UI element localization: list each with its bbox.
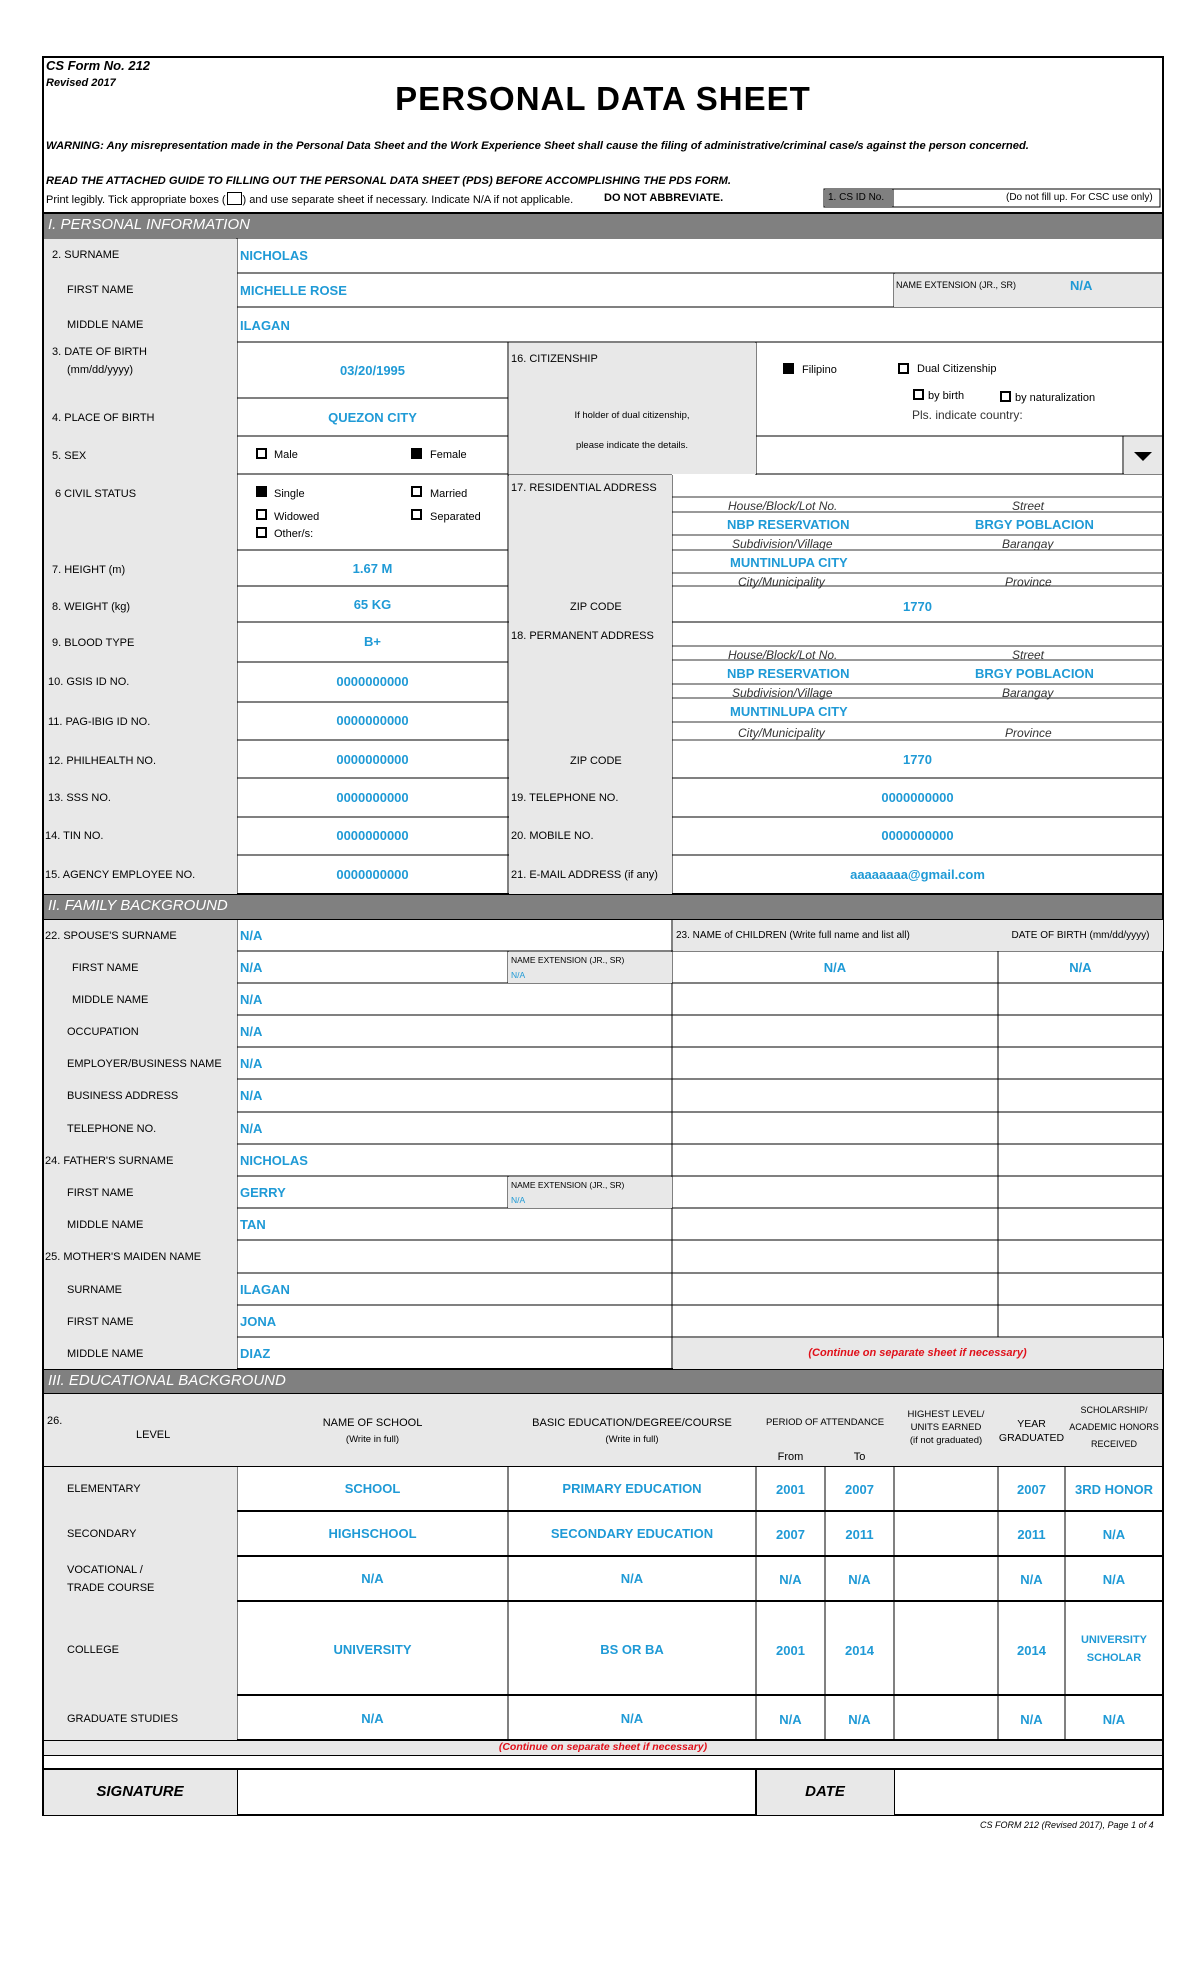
section-family-header: II. FAMILY BACKGROUND [44, 895, 1162, 919]
edu-level-line2: TRADE COURSE [67, 1582, 155, 1594]
name-ext-cell [894, 274, 1162, 307]
res-barangay-label: Barangay [1002, 537, 1054, 551]
edu-level: GRADUATE STUDIES [67, 1713, 179, 1725]
surname-value[interactable]: NICHOLAS [240, 248, 308, 263]
perm-street-label: Street [1012, 648, 1045, 662]
citizenship-filipino-checkbox[interactable] [783, 363, 794, 374]
father-first-name-label: FIRST NAME [67, 1187, 134, 1199]
citizenship-dual-label: Dual Citizenship [917, 363, 997, 375]
civil-single-checkbox[interactable] [256, 486, 267, 497]
perm-city-value[interactable]: MUNTINLUPA CITY [730, 704, 848, 719]
employer-value[interactable]: N/A [240, 1056, 263, 1071]
edu-year-header-1: YEAR [1017, 1418, 1046, 1430]
father-ext-value[interactable]: N/A [511, 1195, 526, 1205]
res-zip-label: ZIP CODE [570, 601, 622, 613]
mother-middle-name-value[interactable]: DIAZ [240, 1346, 271, 1361]
edu-honors-value[interactable]: 3RD HONOR [1074, 1482, 1153, 1497]
edu-year-value[interactable]: N/A [1020, 1712, 1043, 1727]
email-value[interactable]: aaaaaaaa@gmail.com [850, 867, 985, 882]
edu-from-value[interactable]: 2001 [776, 1643, 805, 1658]
edu-school-value[interactable]: SCHOOL [344, 1481, 401, 1496]
edu-honors-value[interactable]: UNIVERSITY [1080, 1634, 1147, 1646]
mother-first-name-label: FIRST NAME [67, 1316, 134, 1328]
date-field[interactable] [895, 1770, 1162, 1815]
mother-maiden-name-label: 25. MOTHER'S MAIDEN NAME [45, 1251, 202, 1263]
residential-address-label: 17. RESIDENTIAL ADDRESS [511, 482, 657, 494]
res-zip-value[interactable]: 1770 [903, 599, 932, 614]
edu-from-value[interactable]: 2001 [776, 1482, 805, 1497]
dual-note-1: If holder of dual citizenship, [574, 410, 690, 421]
philhealth-value[interactable]: 0000000000 [336, 752, 409, 767]
edu-course-value[interactable]: N/A [620, 1711, 644, 1726]
edu-honors-value[interactable]: N/A [1102, 1527, 1126, 1542]
edu-course-value[interactable]: BS OR BA [600, 1642, 664, 1657]
edu-highest-header-2: UNITS EARNED [910, 1422, 982, 1433]
blood-type-value[interactable]: B+ [364, 634, 381, 649]
edu-honors-value[interactable]: N/A [1102, 1712, 1126, 1727]
dob-label: 3. DATE OF BIRTH [52, 346, 147, 358]
occupation-label: OCCUPATION [67, 1026, 139, 1038]
edu-level-header: LEVEL [136, 1429, 171, 1441]
edu-to-value[interactable]: 2007 [845, 1482, 874, 1497]
mother-middle-name-label: MIDDLE NAME [67, 1348, 144, 1360]
sex-female-label: Female [430, 449, 467, 461]
family-label-column [44, 920, 237, 1369]
res-subdivision-value[interactable]: NBP RESERVATION [727, 517, 850, 532]
res-barangay-value[interactable]: BRGY POBLACION [975, 517, 1094, 532]
do-not-abbreviate: DO NOT ABBREVIATE. [604, 192, 724, 204]
father-surname-label: 24. FATHER'S SURNAME [45, 1155, 174, 1167]
civil-widowed-label: Widowed [274, 511, 320, 523]
weight-label: 8. WEIGHT (kg) [52, 601, 131, 613]
height-value[interactable]: 1.67 M [352, 561, 393, 576]
sex-male-label: Male [274, 449, 298, 461]
pob-label: 4. PLACE OF BIRTH [52, 412, 155, 424]
sex-male-checkbox[interactable] [256, 448, 267, 459]
mother-surname-label: SURNAME [67, 1284, 123, 1296]
civil-married-label: Married [430, 488, 468, 500]
res-city-value[interactable]: MUNTINLUPA CITY [730, 555, 848, 570]
edu-honors-value-line2[interactable]: SCHOLAR [1086, 1652, 1142, 1664]
edu-year-value[interactable]: 2007 [1017, 1482, 1046, 1497]
perm-subdivision-label: Subdivision/Village [732, 686, 833, 700]
edu-to-value[interactable]: 2014 [845, 1643, 874, 1658]
perm-zip-value[interactable]: 1770 [903, 752, 932, 767]
pob-value[interactable]: QUEZON CITY [328, 410, 417, 425]
edu-course-subheader: (Write in full) [605, 1434, 659, 1445]
pagibig-value[interactable]: 0000000000 [336, 713, 409, 728]
country-dropdown-button[interactable] [1124, 437, 1162, 474]
edu-highest-header-1: HIGHEST LEVEL/ [907, 1409, 985, 1420]
edu-honors-header-1: SCHOLARSHIP/ [1080, 1405, 1148, 1415]
mother-surname-value[interactable]: ILAGAN [240, 1282, 290, 1297]
family-continue-note: (Continue on separate sheet if necessary) [808, 1347, 1027, 1359]
spouse-surname-value[interactable]: N/A [240, 928, 263, 943]
edu-school-value[interactable]: HIGHSCHOOL [328, 1526, 417, 1541]
edu-to-header: To [853, 1451, 866, 1463]
page-title: PERSONAL DATA SHEET [395, 80, 811, 117]
spouse-telephone-label: TELEPHONE NO. [67, 1123, 157, 1135]
civil-widowed-checkbox[interactable] [256, 509, 267, 520]
read-guide-text: READ THE ATTACHED GUIDE TO FILLING OUT THE PERSONAL DATA SHEET (PDS) BEFORE ACCOMPLISHING THE PDS FORM. [46, 175, 731, 187]
spouse-telephone-value[interactable]: N/A [240, 1121, 263, 1136]
middle-name-value[interactable]: ILAGAN [240, 318, 290, 333]
edu-honors-header-2: ACADEMIC HONORS [1069, 1422, 1159, 1432]
signature-field[interactable] [238, 1770, 756, 1815]
print-legibly-text: Print legibly. Tick appropriate boxes ( ) and use separate sheet if necessary. Indicate N/A if not applicable. [46, 194, 574, 206]
edu-level: SECONDARY [67, 1528, 137, 1540]
perm-city-label: City/Municipality [738, 726, 825, 740]
edu-to-value[interactable]: 2011 [845, 1527, 874, 1542]
edu-from-value[interactable]: N/A [779, 1712, 802, 1727]
spouse-ext-label: NAME EXTENSION (JR., SR) [511, 955, 625, 965]
edu-course-value[interactable]: SECONDARY EDUCATION [550, 1526, 714, 1541]
edu-num-label: 26. [47, 1415, 63, 1427]
civil-status-label: 6 CIVIL STATUS [55, 488, 137, 500]
edu-from-value[interactable]: N/A [779, 1572, 802, 1587]
telephone-label: 19. TELEPHONE NO. [511, 792, 619, 804]
civil-other-label: Other/s: [274, 528, 314, 540]
tin-label: 14. TIN NO. [45, 830, 104, 842]
dob-value[interactable]: 03/20/1995 [339, 363, 406, 378]
spouse-middle-name-value[interactable]: N/A [240, 992, 263, 1007]
employer-label: EMPLOYER/BUSINESS NAME [67, 1058, 222, 1070]
education-level-column [44, 1467, 237, 1740]
dual-note-2: please indicate the details. [576, 440, 688, 451]
edu-to-value[interactable]: N/A [848, 1712, 871, 1727]
edu-level: VOCATIONAL / [67, 1564, 143, 1576]
dob-format: (mm/dd/yyyy) [67, 364, 133, 376]
country-select[interactable] [757, 437, 1123, 474]
edu-from-value[interactable]: 2007 [776, 1527, 805, 1542]
spouse-ext-value[interactable]: N/A [511, 970, 526, 980]
edu-highest-header-3: (if not graduated) [909, 1435, 983, 1446]
perm-zip-label: ZIP CODE [570, 755, 622, 767]
date-label: DATE [805, 1783, 845, 1800]
civil-single-label: Single [274, 488, 305, 500]
res-house-label: House/Block/Lot No. [728, 499, 838, 513]
edu-period-header: PERIOD OF ATTENDANCE [765, 1417, 885, 1428]
children-label: 23. NAME of CHILDREN (Write full name and list all) [676, 930, 910, 941]
perm-subdivision-value[interactable]: NBP RESERVATION [727, 666, 850, 681]
perm-barangay-label: Barangay [1002, 686, 1054, 700]
res-subdivision-label: Subdivision/Village [732, 537, 833, 551]
cs-id-note: (Do not fill up. For CSC use only) [1006, 192, 1153, 203]
permanent-address-label: 18. PERMANENT ADDRESS [511, 630, 654, 642]
father-middle-name-value[interactable]: TAN [240, 1217, 266, 1232]
mobile-label: 20. MOBILE NO. [511, 830, 594, 842]
edu-year-value[interactable]: 2011 [1017, 1527, 1046, 1542]
by-naturalization-label: by naturalization [1015, 392, 1096, 404]
form-number: CS Form No. 212 [46, 58, 151, 73]
chevron-down-icon [1124, 437, 1162, 474]
perm-house-label: House/Block/Lot No. [728, 648, 838, 662]
edu-school-value[interactable]: N/A [361, 1711, 384, 1726]
res-street-label: Street [1012, 499, 1045, 513]
edu-school-value[interactable]: N/A [361, 1571, 384, 1586]
edu-course-value[interactable]: PRIMARY EDUCATION [562, 1481, 702, 1496]
edu-course-header: BASIC EDUCATION/DEGREE/COURSE [532, 1417, 732, 1429]
sex-label: 5. SEX [52, 450, 87, 462]
name-ext-value[interactable]: N/A [1070, 278, 1093, 293]
edu-honors-header-3: RECEIVED [1090, 1439, 1137, 1449]
form-revision: Revised 2017 [46, 77, 116, 89]
tin-value[interactable]: 0000000000 [336, 828, 409, 843]
business-address-value[interactable]: N/A [240, 1088, 263, 1103]
by-birth-checkbox[interactable] [913, 389, 924, 400]
philhealth-label: 12. PHILHEALTH NO. [48, 755, 156, 767]
spouse-first-name-label: FIRST NAME [72, 962, 139, 974]
edu-year-value[interactable]: N/A [1020, 1572, 1043, 1587]
perm-province-label: Province [1005, 726, 1052, 740]
citizenship-dual-checkbox[interactable] [898, 363, 909, 374]
citizenship-filipino-label: Filipino [802, 364, 837, 376]
telephone-value[interactable]: 0000000000 [881, 790, 954, 805]
civil-separated-label: Separated [430, 511, 481, 523]
children-dob-label: DATE OF BIRTH (mm/dd/yyyy) [1011, 930, 1150, 941]
edu-honors-value[interactable]: N/A [1102, 1572, 1126, 1587]
spouse-first-name-value[interactable]: N/A [240, 960, 263, 975]
name-ext-label: NAME EXTENSION (JR., SR) [896, 280, 1017, 290]
father-first-name-value[interactable]: GERRY [240, 1185, 286, 1200]
section-personal-header: I. PERSONAL INFORMATION [44, 214, 1162, 238]
edu-school-value[interactable]: UNIVERSITY [333, 1642, 412, 1657]
res-province-label: Province [1005, 575, 1052, 589]
mother-first-name-value[interactable]: JONA [240, 1314, 277, 1329]
weight-value[interactable]: 65 KG [353, 597, 392, 612]
indicate-country-label: Pls. indicate country: [912, 408, 1023, 422]
civil-married-checkbox[interactable] [411, 486, 422, 497]
tick-box-sample-icon [227, 192, 242, 205]
perm-barangay-value[interactable]: BRGY POBLACION [975, 666, 1094, 681]
sss-label: 13. SSS NO. [48, 792, 111, 804]
spouse-surname-label: 22. SPOUSE'S SURNAME [45, 930, 177, 942]
business-address-label: BUSINESS ADDRESS [67, 1090, 179, 1102]
spouse-middle-name-label: MIDDLE NAME [72, 994, 149, 1006]
gsis-label: 10. GSIS ID NO. [48, 676, 130, 688]
blood-type-label: 9. BLOOD TYPE [52, 637, 135, 649]
agency-label: 15. AGENCY EMPLOYEE NO. [45, 869, 196, 881]
child-name-value[interactable]: N/A [823, 960, 847, 975]
mobile-value[interactable]: 0000000000 [881, 828, 954, 843]
section-education-header: III. EDUCATIONAL BACKGROUND [44, 1370, 1162, 1393]
edu-level: ELEMENTARY [67, 1483, 141, 1495]
sex-female-checkbox[interactable] [411, 448, 422, 459]
first-name-value[interactable]: MICHELLE ROSE [240, 283, 347, 298]
cs-id-label: 1. CS ID No. [828, 192, 885, 203]
citizenship-label: 16. CITIZENSHIP [511, 353, 598, 365]
by-birth-label: by birth [928, 390, 965, 402]
middle-name-label: MIDDLE NAME [67, 319, 144, 331]
father-surname-value[interactable]: NICHOLAS [240, 1153, 308, 1168]
edu-course-value[interactable]: N/A [620, 1571, 644, 1586]
by-naturalization-checkbox[interactable] [1000, 391, 1011, 402]
cs-id-input[interactable] [896, 190, 996, 206]
signature-label: SIGNATURE [96, 1783, 184, 1800]
father-ext-label: NAME EXTENSION (JR., SR) [511, 1180, 625, 1190]
first-name-label: FIRST NAME [67, 284, 134, 296]
res-city-label: City/Municipality [738, 575, 825, 589]
edu-level: COLLEGE [67, 1644, 119, 1656]
pagibig-label: 11. PAG-IBIG ID NO. [48, 716, 151, 728]
edu-school-subheader: (Write in full) [345, 1434, 400, 1445]
edu-year-value[interactable]: 2014 [1017, 1643, 1046, 1658]
occupation-value[interactable]: N/A [240, 1024, 263, 1039]
surname-label: 2. SURNAME [52, 249, 120, 261]
edu-year-header-2: GRADUATED [998, 1432, 1065, 1444]
edu-from-header: From [777, 1451, 804, 1463]
father-middle-name-label: MIDDLE NAME [67, 1219, 144, 1231]
civil-other-checkbox[interactable] [256, 527, 267, 538]
edu-school-header: NAME OF SCHOOL [322, 1417, 423, 1429]
agency-value[interactable]: 0000000000 [336, 867, 409, 882]
height-label: 7. HEIGHT (m) [52, 564, 126, 576]
child-dob-value[interactable]: N/A [1069, 960, 1092, 975]
warning-text: WARNING: Any misrepresentation made in the Personal Data Sheet and the Work Experience Sheet shall cause the filing of administrative/criminal case/s against the person concerned. [46, 140, 1029, 152]
education-continue-note: (Continue on separate sheet if necessary) [498, 1741, 708, 1753]
civil-separated-checkbox[interactable] [411, 509, 422, 520]
page-footer-note: CS FORM 212 (Revised 2017), Page 1 of 4 [980, 1820, 1154, 1830]
email-label: 21. E-MAIL ADDRESS (if any) [511, 869, 658, 881]
edu-to-value[interactable]: N/A [848, 1572, 871, 1587]
gsis-value[interactable]: 0000000000 [336, 674, 409, 689]
sss-value[interactable]: 0000000000 [336, 790, 409, 805]
